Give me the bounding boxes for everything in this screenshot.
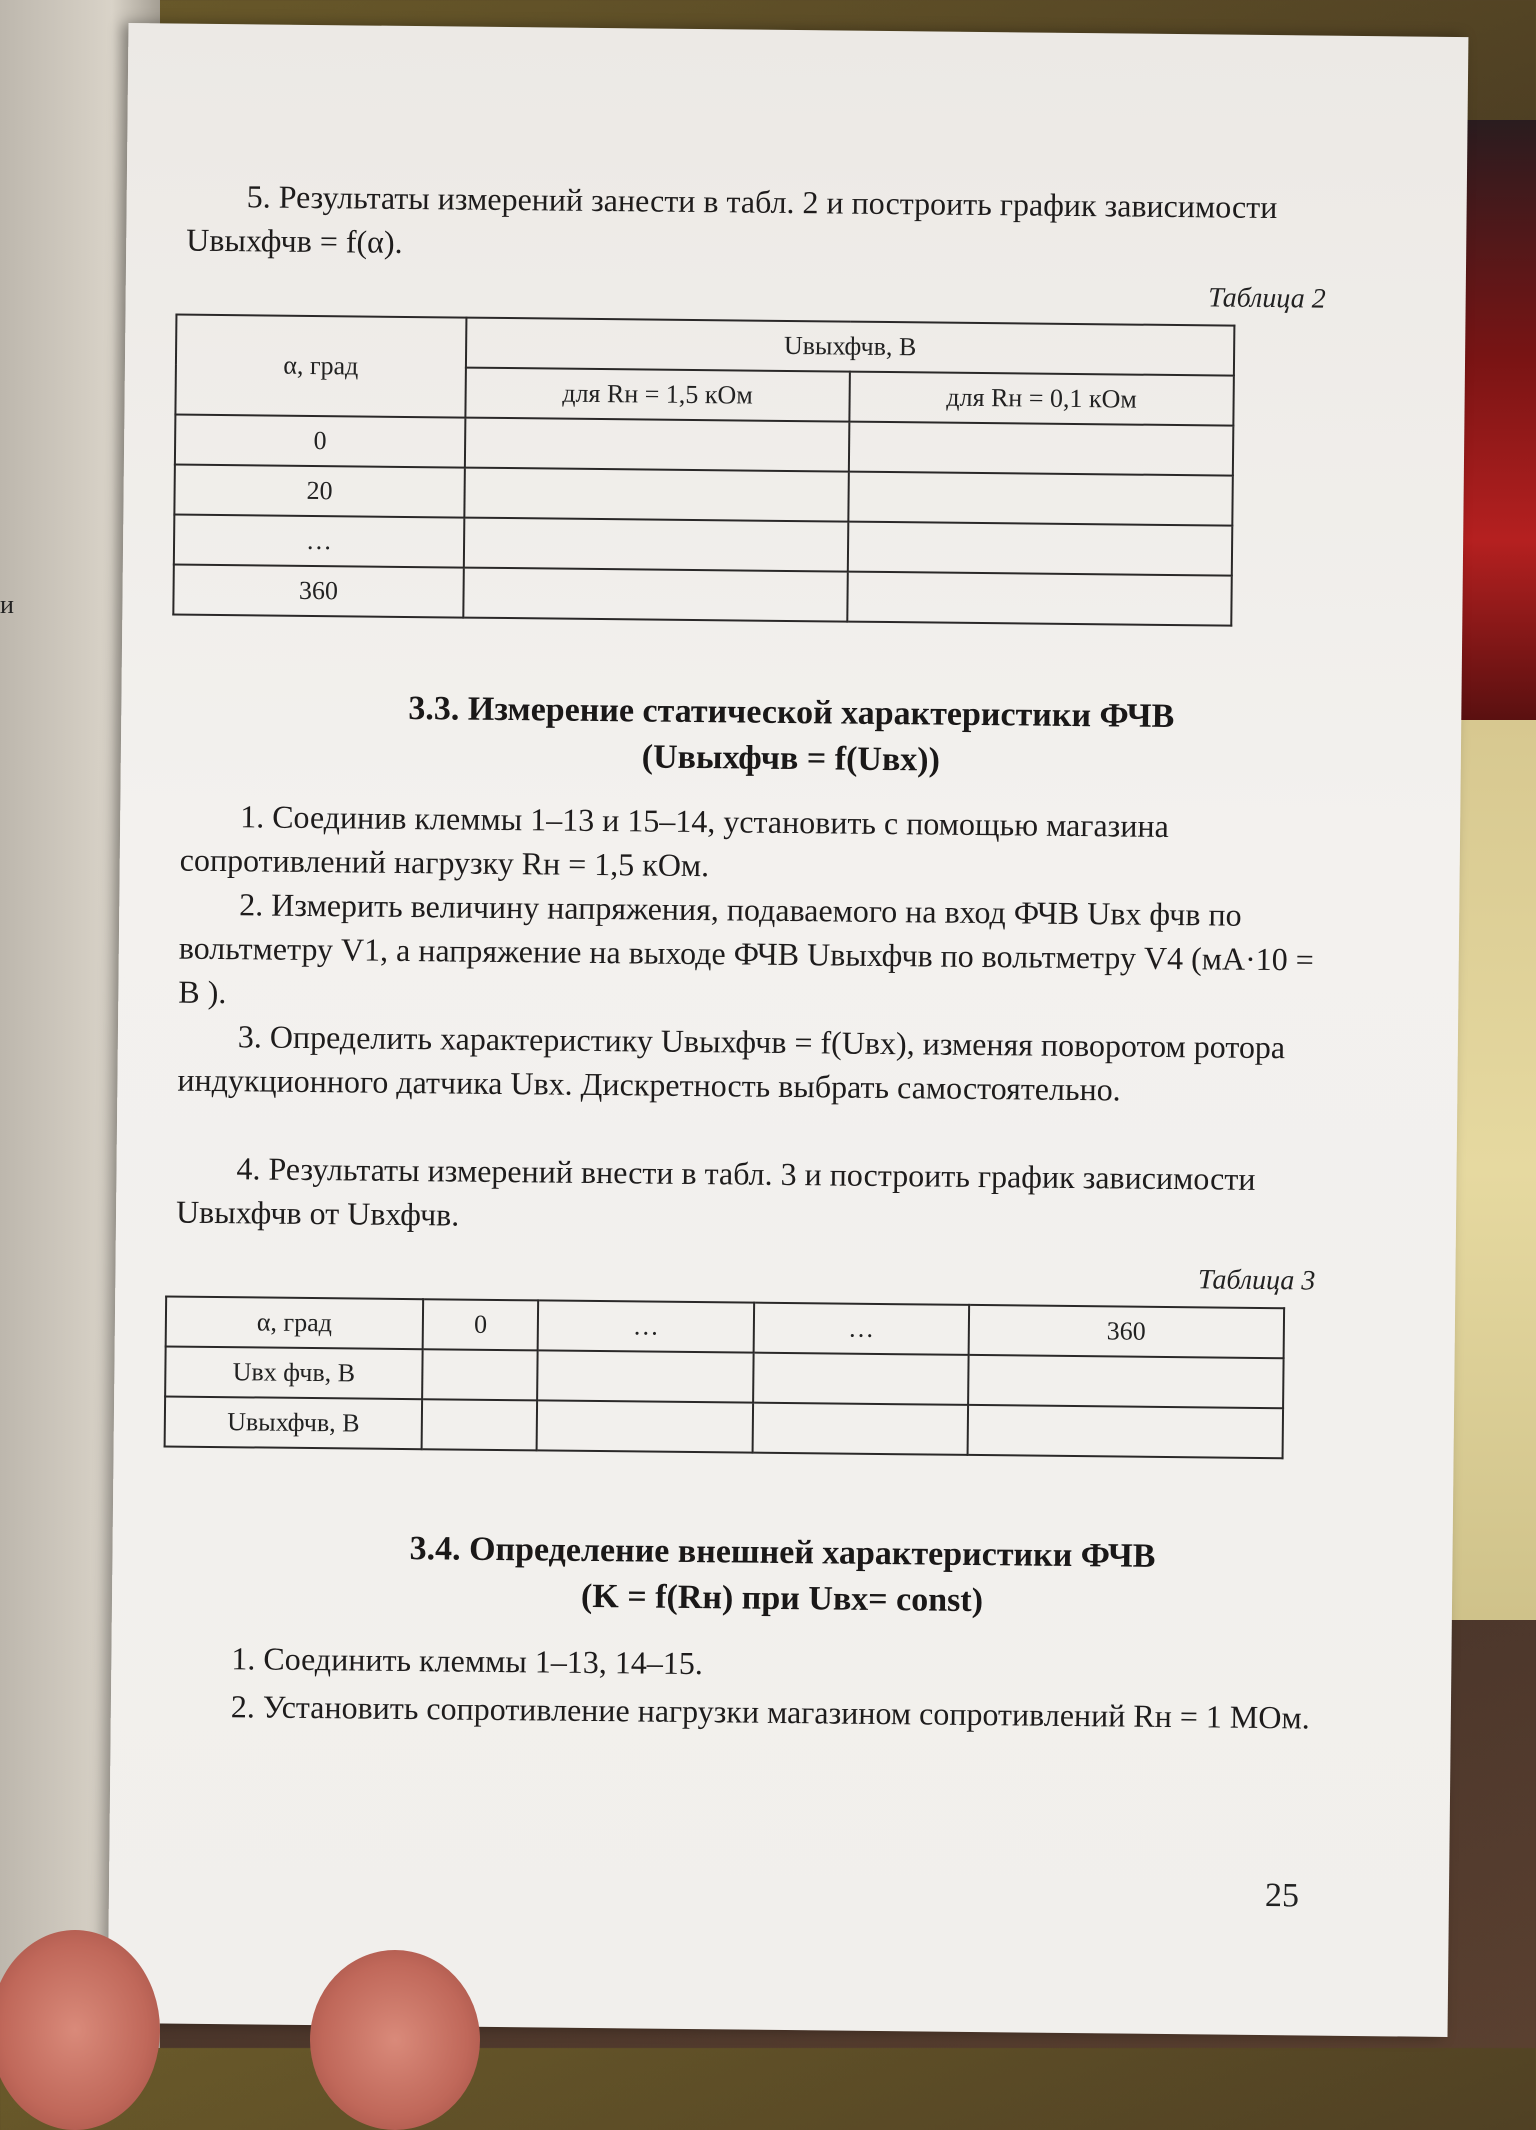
table3-caption: Таблица 3 bbox=[1197, 1264, 1316, 1297]
table3-cell bbox=[537, 1350, 753, 1402]
table3-cell bbox=[752, 1403, 968, 1455]
section-3-4-step-1: 1. Соединить клеммы 1–13, 14–15. bbox=[231, 1640, 704, 1682]
table3-cell: 360 bbox=[968, 1305, 1284, 1358]
section-3-4-title: 3.4. Определение внешней характеристики ФЧВ bbox=[409, 1530, 1156, 1575]
section-3-3-step-4: 4. Результаты измерений внести в табл. 3 и построить график зависимости Uвыхфчв от Uвхфчв. bbox=[175, 1150, 1256, 1233]
section-3-3-step-1: 1. Соединив клеммы 1–13 и 15–14, установить с помощью магазина сопротивлений нагрузку Rн = 1,5 кОм. bbox=[179, 798, 1169, 884]
table3-cell-label: Uвыхфчв, В bbox=[165, 1396, 423, 1449]
table2-cell bbox=[847, 572, 1232, 626]
table2-cell bbox=[464, 518, 849, 572]
table-row bbox=[165, 1396, 1283, 1458]
table2-cell-alpha: 20 bbox=[174, 465, 464, 518]
table3-cell bbox=[422, 1349, 538, 1400]
section-3-3-step-2: 2. Измерить величину напряжения, подаваемого на вход ФЧВ Uвх фчв по вольтметру V1, а напряжение на выходе ФЧВ Uвыхфчв по вольтметру V4 (мА·10 = В ). bbox=[178, 886, 1314, 1011]
table3-cell bbox=[537, 1400, 753, 1452]
table3-cell bbox=[422, 1399, 538, 1450]
table2-header-group: Uвыхфчв, В bbox=[466, 318, 1235, 376]
table2-cell bbox=[849, 422, 1234, 476]
left-thumb bbox=[0, 1930, 160, 2130]
table2-header-alpha: α, град bbox=[175, 315, 466, 418]
table2-header-col-b: для Rн = 0,1 кОм bbox=[849, 372, 1234, 426]
table2-cell bbox=[465, 418, 850, 472]
table2-header-col-a: для Rн = 1,5 кОм bbox=[465, 368, 850, 422]
table2-cell bbox=[848, 522, 1233, 576]
table2-cell-alpha: … bbox=[174, 515, 464, 568]
book-page bbox=[108, 23, 1469, 2037]
left-page-text-fragment: и bbox=[0, 590, 14, 619]
page-number: 25 bbox=[1264, 1877, 1300, 1915]
table3-cell bbox=[968, 1355, 1284, 1408]
section-3-4-subtitle: (K = f(Rн) при Uвх= const) bbox=[580, 1577, 984, 1620]
section-3-3-title: 3.3. Измерение статической характеристики ФЧВ bbox=[408, 690, 1175, 736]
table2-cell bbox=[848, 472, 1233, 526]
table-3 bbox=[164, 1295, 1286, 1459]
section-3-4-step-2: 2. Установить сопротивление нагрузки магазином сопротивлений Rн = 1 МОм. bbox=[230, 1688, 1310, 1736]
section-3-3-subtitle: (Uвыхфчв = f(Uвх)) bbox=[641, 738, 941, 779]
table2-cell bbox=[464, 468, 849, 522]
table-row bbox=[173, 565, 1231, 626]
table3-cell-label: Uвх фчв, В bbox=[165, 1347, 423, 1400]
table3-cell bbox=[967, 1405, 1283, 1458]
paragraph-5: 5. Результаты измерений занести в табл. 2 и построить график зависимости Uвыхфчв = f(α). bbox=[186, 178, 1278, 260]
table2-cell-alpha: 360 bbox=[173, 565, 463, 618]
table3-cell bbox=[753, 1353, 969, 1405]
table3-cell: … bbox=[753, 1303, 969, 1355]
right-thumb bbox=[310, 1950, 480, 2130]
table2-caption: Таблица 2 bbox=[1208, 282, 1326, 315]
table2-cell-alpha: 0 bbox=[175, 415, 465, 468]
table3-cell: 0 bbox=[423, 1299, 539, 1350]
table2-cell bbox=[463, 568, 848, 622]
section-3-3-step-3: 3. Определить характеристику Uвыхфчв = f(Uвх), изменяя поворотом ротора индукционного датчика Uвх. Дискретность выбрать самостоятельно. bbox=[177, 1018, 1286, 1108]
table3-cell: … bbox=[538, 1300, 754, 1352]
table3-cell-label: α, град bbox=[166, 1297, 424, 1350]
table-2 bbox=[172, 314, 1235, 627]
